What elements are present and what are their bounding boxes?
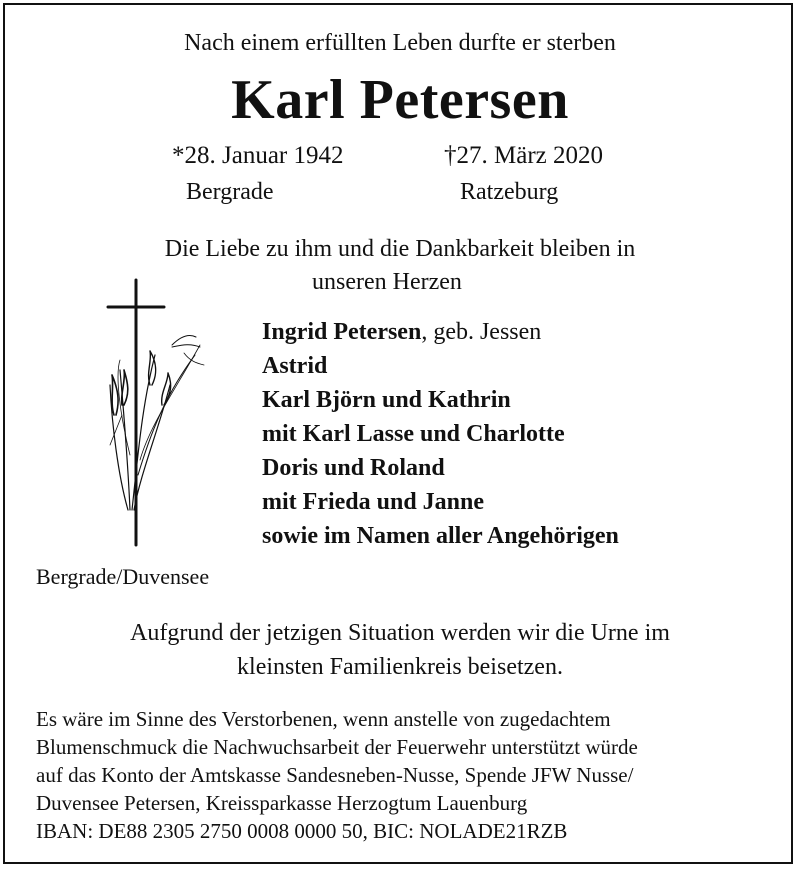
mourners-list [262, 315, 619, 553]
cross-with-grain-icon [100, 275, 210, 550]
remembrance-line-2: unseren Herzen [312, 269, 462, 295]
location: Bergrade/Duvensee [36, 564, 210, 589]
donation-request [36, 705, 638, 845]
birth-place: Bergrade [186, 179, 274, 205]
mourner-line: sowie im Namen aller Angehörigen [262, 523, 619, 549]
deceased-name: Karl Petersen [231, 69, 569, 131]
intro-line: Nach einem erfüllten Leben durfte er sterben [184, 30, 616, 56]
mourner-line: mit Karl Lasse und Charlotte [262, 421, 565, 447]
mourner-line: mit Frieda und Janne [262, 489, 485, 515]
birth-date: *28. Januar 1942 [172, 142, 344, 169]
burial-notice [0, 616, 800, 684]
mourner-spouse-name: Ingrid Petersen [262, 319, 422, 345]
mourner-spouse-suffix: , geb. Jessen [421, 319, 542, 345]
death-date: †27. März 2020 [444, 142, 603, 169]
donation-line: Duvensee Petersen, Kreissparkasse Herzogtum Lauenburg [36, 791, 528, 815]
donation-line: Es wäre im Sinne des Verstorbenen, wenn anstelle von zugedachtem [36, 707, 611, 731]
donation-bank-details: IBAN: DE88 2305 2750 0008 0000 50, BIC: NOLADE21RZB [36, 819, 568, 843]
mourner-line [262, 315, 619, 349]
remembrance-line-1: Die Liebe zu ihm und die Dankbarkeit bleiben in [164, 236, 636, 262]
burial-notice-line: kleinsten Familienkreis beisetzen. [237, 654, 563, 680]
mourner-line: Astrid [262, 353, 328, 379]
mourner-line: Karl Björn und Kathrin [262, 387, 511, 413]
mourner-line: Doris und Roland [262, 455, 445, 481]
burial-notice-line: Aufgrund der jetzigen Situation werden wir die Urne im [130, 620, 670, 646]
donation-line: Blumenschmuck die Nachwuchsarbeit der Feuerwehr unterstützt würde [36, 735, 638, 759]
death-place: Ratzeburg [460, 179, 559, 205]
donation-line: auf das Konto der Amtskasse Sandesneben-Nusse, Spende JFW Nusse/ [36, 763, 634, 787]
